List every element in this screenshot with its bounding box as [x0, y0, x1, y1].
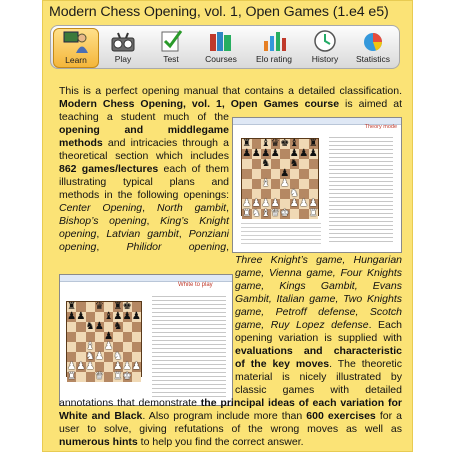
theory-mode-screenshot — [232, 117, 402, 253]
games-count: 862 games/lectures — [59, 163, 159, 175]
board-square: ♟ — [299, 198, 309, 209]
board-square: ♚ — [122, 371, 132, 382]
nav-learn-button[interactable] — [53, 28, 99, 68]
board-square — [299, 169, 309, 179]
board-square — [309, 159, 319, 169]
books-icon — [207, 29, 235, 53]
opening-word-3: opening — [59, 241, 97, 253]
nav-courses-label: Courses — [205, 54, 237, 64]
board-square — [123, 322, 132, 332]
board-square — [76, 342, 85, 352]
board-square: ♞ — [85, 321, 95, 332]
board-square: ♟ — [76, 361, 86, 372]
sep: , — [226, 241, 229, 253]
board-square: ♜ — [113, 301, 123, 312]
right-line-7: opening variation is supplied with — [235, 332, 402, 344]
teacher-icon — [62, 30, 90, 54]
board-square: ♞ — [289, 158, 299, 169]
board-square — [123, 342, 132, 352]
sep: , — [96, 228, 107, 240]
page-title: Modern Chess Opening, vol. 1, Open Games (1.e4 e5) — [49, 4, 389, 20]
board-square — [299, 179, 309, 189]
philidor: Philidor — [126, 241, 162, 253]
board-square: ♟ — [131, 361, 141, 372]
opening-word-2: opening — [59, 228, 97, 240]
left-line-8: illustrating typical plans and — [59, 176, 229, 188]
board-square — [290, 209, 300, 219]
board-square: ♝ — [104, 311, 114, 322]
left-line-9: methods in the following openings: — [59, 189, 229, 201]
board-square: ♟ — [270, 148, 280, 159]
openings-list-3: game, Kings Gambit, Evans — [235, 280, 402, 292]
right-line-5 — [235, 306, 402, 319]
theory-mode-label: Theory mode — [364, 124, 397, 130]
board-square: ♞ — [113, 321, 123, 332]
board-square: ♚ — [280, 208, 290, 219]
left-line-12 — [59, 228, 229, 241]
nav-history-label: History — [311, 54, 339, 64]
board-square — [252, 169, 262, 179]
sep: , — [146, 215, 161, 227]
footer-line-2-mid: . Also program include more than — [142, 410, 307, 422]
nav-test-label: Test — [163, 54, 179, 64]
north-gambit: North gambit — [156, 202, 227, 214]
board-square: ♜ — [242, 138, 252, 149]
board-square: ♞ — [251, 208, 261, 219]
right-line-9 — [235, 358, 402, 371]
board-square: ♟ — [299, 148, 309, 159]
board-square — [86, 302, 95, 312]
board-square: ♟ — [251, 148, 261, 159]
board-square: ♟ — [104, 341, 114, 352]
board-square: ♜ — [242, 208, 252, 219]
board-square — [132, 342, 141, 352]
board-square — [104, 372, 113, 382]
sep: , — [96, 241, 127, 253]
nav-play-label: Play — [114, 54, 132, 64]
kings-knight: King’s Knight — [160, 215, 229, 227]
left-line-11 — [59, 215, 229, 228]
pie-chart-icon — [359, 29, 387, 53]
nav-toolbar — [50, 25, 400, 69]
bishops-opening: Bishop’s opening — [59, 215, 147, 227]
theory-notation-text — [329, 134, 393, 242]
nav-courses-button[interactable] — [197, 28, 245, 66]
board-square: ♛ — [94, 301, 104, 312]
board-square: ♝ — [261, 138, 271, 149]
nav-statistics-button[interactable] — [349, 28, 397, 66]
board-square: ♟ — [122, 361, 132, 372]
sep: , — [178, 228, 189, 240]
numerous-hints: numerous hints — [59, 436, 138, 448]
nav-statistics-label: Statistics — [355, 54, 390, 64]
board-square — [252, 159, 262, 169]
board-square — [280, 189, 290, 199]
methods-word: methods — [59, 137, 103, 149]
board-square: ♛ — [270, 208, 280, 219]
board-square — [309, 169, 319, 179]
left-line-6: theoretical section which includes — [59, 150, 229, 162]
course-title: Modern Chess Opening, vol. 1, Open Games course — [59, 98, 340, 110]
board-square: ♟ — [113, 361, 123, 372]
board-square — [76, 372, 85, 382]
board-square — [123, 332, 132, 342]
board-square: ♛ — [94, 371, 104, 382]
left-line-4 — [59, 124, 229, 137]
board-square: ♜ — [67, 371, 77, 382]
footer-line-2 — [59, 410, 402, 423]
left-line-3: teaching a student much of the — [59, 111, 229, 123]
board-square: ♞ — [113, 351, 123, 362]
board-square: ♝ — [85, 341, 95, 352]
board-square: ♟ — [289, 198, 299, 209]
moves-list — [241, 220, 321, 246]
board-square: ♜ — [67, 301, 77, 312]
board-square: ♟ — [280, 178, 290, 189]
board-square: ♟ — [308, 148, 318, 159]
board-square: ♛ — [270, 138, 280, 149]
clock-icon — [311, 29, 339, 53]
board-square: ♚ — [122, 301, 132, 312]
board-square — [290, 169, 300, 179]
board-square — [271, 159, 281, 169]
nav-test-button[interactable] — [149, 28, 193, 66]
board-square: ♟ — [113, 311, 123, 322]
board-square: ♟ — [85, 361, 95, 372]
openings-list-1: Three Knight’s game, Hungarian — [235, 254, 402, 266]
intro-line-1: This is a perfect opening manual that contains a detailed classification. — [59, 85, 402, 97]
board-square — [299, 209, 309, 219]
openings-list-6: game, Ruy Lopez defense — [235, 319, 369, 331]
board-square: ♟ — [131, 311, 141, 322]
left-line-7 — [59, 163, 229, 176]
board-square — [242, 169, 252, 179]
board-square — [104, 362, 113, 372]
board-square — [76, 332, 85, 342]
board-square: ♟ — [280, 168, 290, 179]
board-square — [132, 332, 141, 342]
board-square: ♝ — [289, 138, 299, 149]
board-square: ♟ — [308, 198, 318, 209]
board-square — [113, 332, 122, 342]
nav-learn-label: Learn — [65, 55, 87, 65]
board-square — [76, 322, 85, 332]
right-line-4 — [235, 293, 402, 306]
board-square — [67, 342, 76, 352]
right-line-8 — [235, 345, 402, 358]
right-line-1 — [235, 254, 402, 267]
right-line-2 — [235, 267, 402, 280]
chess-board-2 — [66, 301, 142, 382]
key-moves-phrase: of the key moves — [235, 358, 330, 370]
latvian-gambit: Latvian gambit — [106, 228, 179, 240]
opening-word-4: opening — [188, 241, 227, 253]
middlegame-word: middlegame — [167, 124, 229, 136]
board-square: ♟ — [94, 351, 104, 362]
exercises-count: 600 exercises — [306, 410, 376, 422]
board-square — [67, 322, 76, 332]
left-line-5-rest: and intricacies through a — [102, 137, 229, 149]
footer-line-3: user to solve, giving refutations of the wrong moves as well as — [59, 423, 402, 435]
principal-ideas-phrase: the principal ideas of each variation for — [200, 397, 402, 409]
board-square — [309, 179, 319, 189]
openings-list-4: Gambit, Italian game, Two Knights — [235, 293, 402, 305]
board-square: ♟ — [67, 311, 77, 322]
openings-list-2: game, Vienna game, Four Knights — [235, 267, 402, 279]
white-to-play-screenshot — [59, 274, 233, 406]
openings-list-5: game, Petroff defense, Scotch — [235, 306, 402, 318]
right-line-9-rest: . The theoretic — [329, 358, 402, 370]
footer-line-1 — [59, 397, 402, 410]
board-square — [271, 179, 281, 189]
board-square — [104, 352, 113, 362]
board-square: ♞ — [289, 188, 299, 199]
board-square: ♟ — [289, 148, 299, 159]
footer-line-2-end: for a — [375, 410, 402, 422]
board-square: ♟ — [242, 148, 252, 159]
ponziani: Ponziani — [188, 228, 230, 240]
board-square — [299, 159, 309, 169]
board-square: ♟ — [94, 321, 104, 332]
board-square — [95, 332, 104, 342]
left-line-13 — [59, 241, 229, 254]
board-square: ♟ — [270, 198, 280, 209]
exercise-text — [152, 293, 226, 397]
board-square: ♟ — [242, 198, 252, 209]
board-square — [271, 169, 281, 179]
bar-chart-icon — [260, 29, 288, 53]
nav-play-button[interactable] — [101, 28, 145, 66]
board-square: ♟ — [261, 148, 271, 159]
board-square: ♞ — [85, 351, 95, 362]
board-square: ♟ — [122, 311, 132, 322]
screenshot-toolbar — [60, 275, 232, 282]
white-to-play-header: White to play — [178, 282, 213, 288]
board-square — [242, 179, 252, 189]
board-square: ♟ — [104, 331, 114, 342]
right-line-6 — [235, 319, 402, 332]
board-square: ♟ — [67, 361, 77, 372]
board-square — [67, 332, 76, 342]
nav-elo-button[interactable] — [249, 28, 299, 66]
nav-elo-label: Elo rating — [256, 54, 292, 64]
board-square: ♝ — [261, 178, 271, 189]
sep: , — [226, 202, 230, 214]
opening-word: opening — [59, 124, 100, 136]
board-square: ♝ — [261, 208, 271, 219]
intro-line-2 — [59, 98, 402, 111]
checkmark-paper-icon — [157, 29, 185, 53]
board-square — [132, 322, 141, 332]
board-square — [86, 372, 95, 382]
right-line-6-rest: . Each — [368, 319, 402, 331]
sep: , — [142, 202, 157, 214]
board-square: ♚ — [280, 138, 290, 149]
intro-line-2-end: is aimed at — [339, 98, 402, 110]
footer-line-4-end: to help you find the correct answer. — [137, 436, 304, 448]
board-square: ♟ — [251, 198, 261, 209]
chess-clock-icon — [109, 29, 137, 53]
board-square — [242, 159, 252, 169]
white-and-black: White and Black — [59, 410, 143, 422]
evaluations-phrase: evaluations and characteristic — [235, 345, 402, 357]
left-line-7-rest: each of them — [158, 163, 229, 175]
board-square: ♜ — [113, 371, 123, 382]
left-line-10 — [59, 202, 229, 215]
right-line-11: classic games with detailed — [235, 384, 402, 396]
and-word: and — [124, 124, 144, 136]
right-line-3 — [235, 280, 402, 293]
board-square: ♜ — [308, 138, 318, 149]
board-square — [132, 372, 141, 382]
right-line-10: material is nicely illustrated by — [235, 371, 402, 383]
board-square — [280, 149, 290, 159]
footer-line-1-start: annotations that demonstrate — [59, 397, 201, 409]
board-square: ♟ — [76, 311, 86, 322]
chess-board-1 — [241, 138, 319, 219]
board-square: ♞ — [261, 158, 271, 169]
board-square: ♜ — [308, 208, 318, 219]
footer-line-4 — [59, 436, 402, 449]
board-square — [252, 179, 262, 189]
board-square: ♟ — [261, 198, 271, 209]
center-opening: Center Opening — [59, 202, 143, 214]
nav-history-button[interactable] — [303, 28, 347, 66]
left-line-5 — [59, 137, 229, 150]
